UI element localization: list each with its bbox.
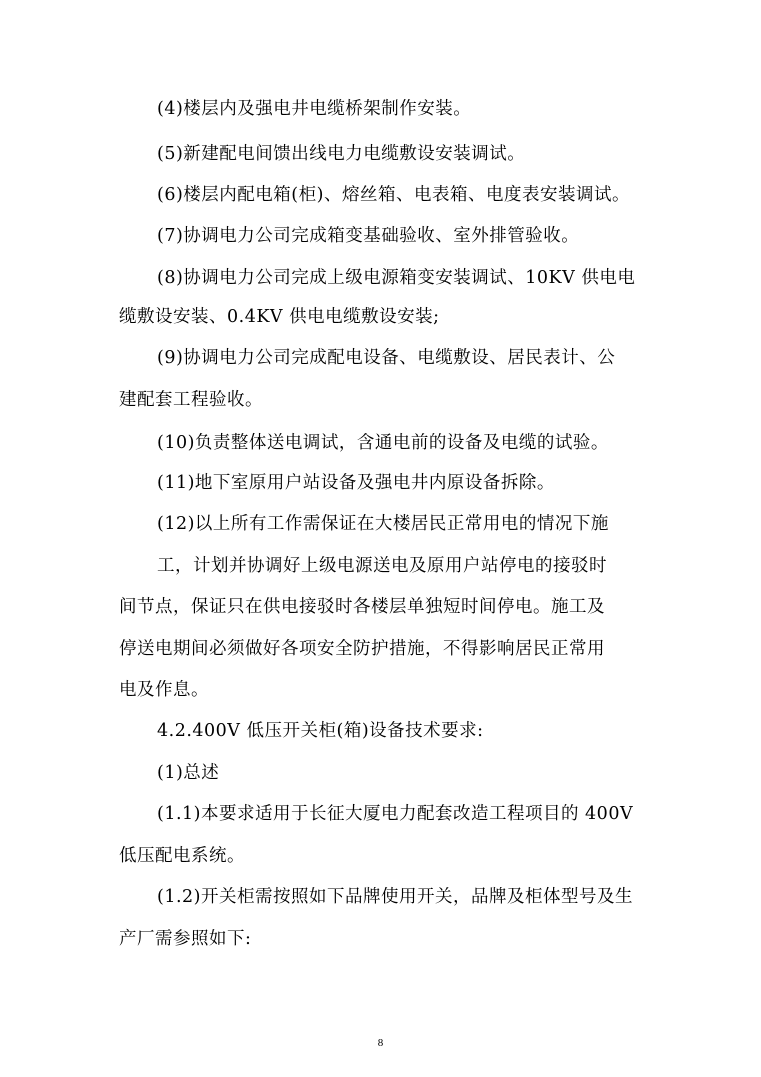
text-line-8: 建配套工程验收。 <box>119 390 263 410</box>
text-line-5: (8)协调电力公司完成上级电源箱变安装调试、10KV 供电电 <box>157 268 636 288</box>
text-line-7: (9)协调电力公司完成配电设备、电缆敷设、居民表计、公 <box>157 348 616 368</box>
text-line-6: 缆敷设安装、0.4KV 供电电缆敷设安装; <box>119 307 440 327</box>
text-line-12: 工，计划并协调好上级电源送电及原用户站停电的接驳时 <box>157 556 607 576</box>
text-line-16: 4.2.400V 低压开关柜(箱)设备技术要求: <box>157 721 484 741</box>
text-line-1: (4)楼层内及强电井电缆桥架制作安装。 <box>157 99 472 119</box>
text-line-10: (11)地下室原用户站设备及强电井内原设备拆除。 <box>157 473 555 493</box>
text-line-4: (7)协调电力公司完成箱变基础验收、室外排管验收。 <box>157 226 580 246</box>
text-line-15: 电及作息。 <box>119 680 209 700</box>
text-line-21: 产厂需参照如下: <box>119 929 252 949</box>
text-line-2: (5)新建配电间馈出线电力电缆敷设安装调试。 <box>157 144 526 164</box>
text-line-14: 停送电期间必须做好各项安全防护措施，不得影响居民正常用 <box>119 639 605 659</box>
text-line-19: 低压配电系统。 <box>119 846 245 866</box>
text-line-18: (1.1)本要求适用于长征大厦电力配套改造工程项目的 400V <box>157 804 634 824</box>
text-line-13: 间节点，保证只在供电接驳时各楼层单独短时间停电。施工及 <box>119 597 605 617</box>
text-line-9: (10)负责整体送电调试，含通电前的设备及电缆的试验。 <box>157 433 609 453</box>
text-line-20: (1.2)开关柜需按照如下品牌使用开关，品牌及柜体型号及生 <box>157 887 633 907</box>
page-number: 8 <box>377 1037 384 1049</box>
text-line-17: (1)总述 <box>157 763 220 783</box>
text-line-11: (12)以上所有工作需保证在大楼居民正常用电的情况下施 <box>157 514 609 534</box>
text-line-3: (6)楼层内配电箱(柜)、熔丝箱、电表箱、电度表安装调试。 <box>157 185 630 205</box>
